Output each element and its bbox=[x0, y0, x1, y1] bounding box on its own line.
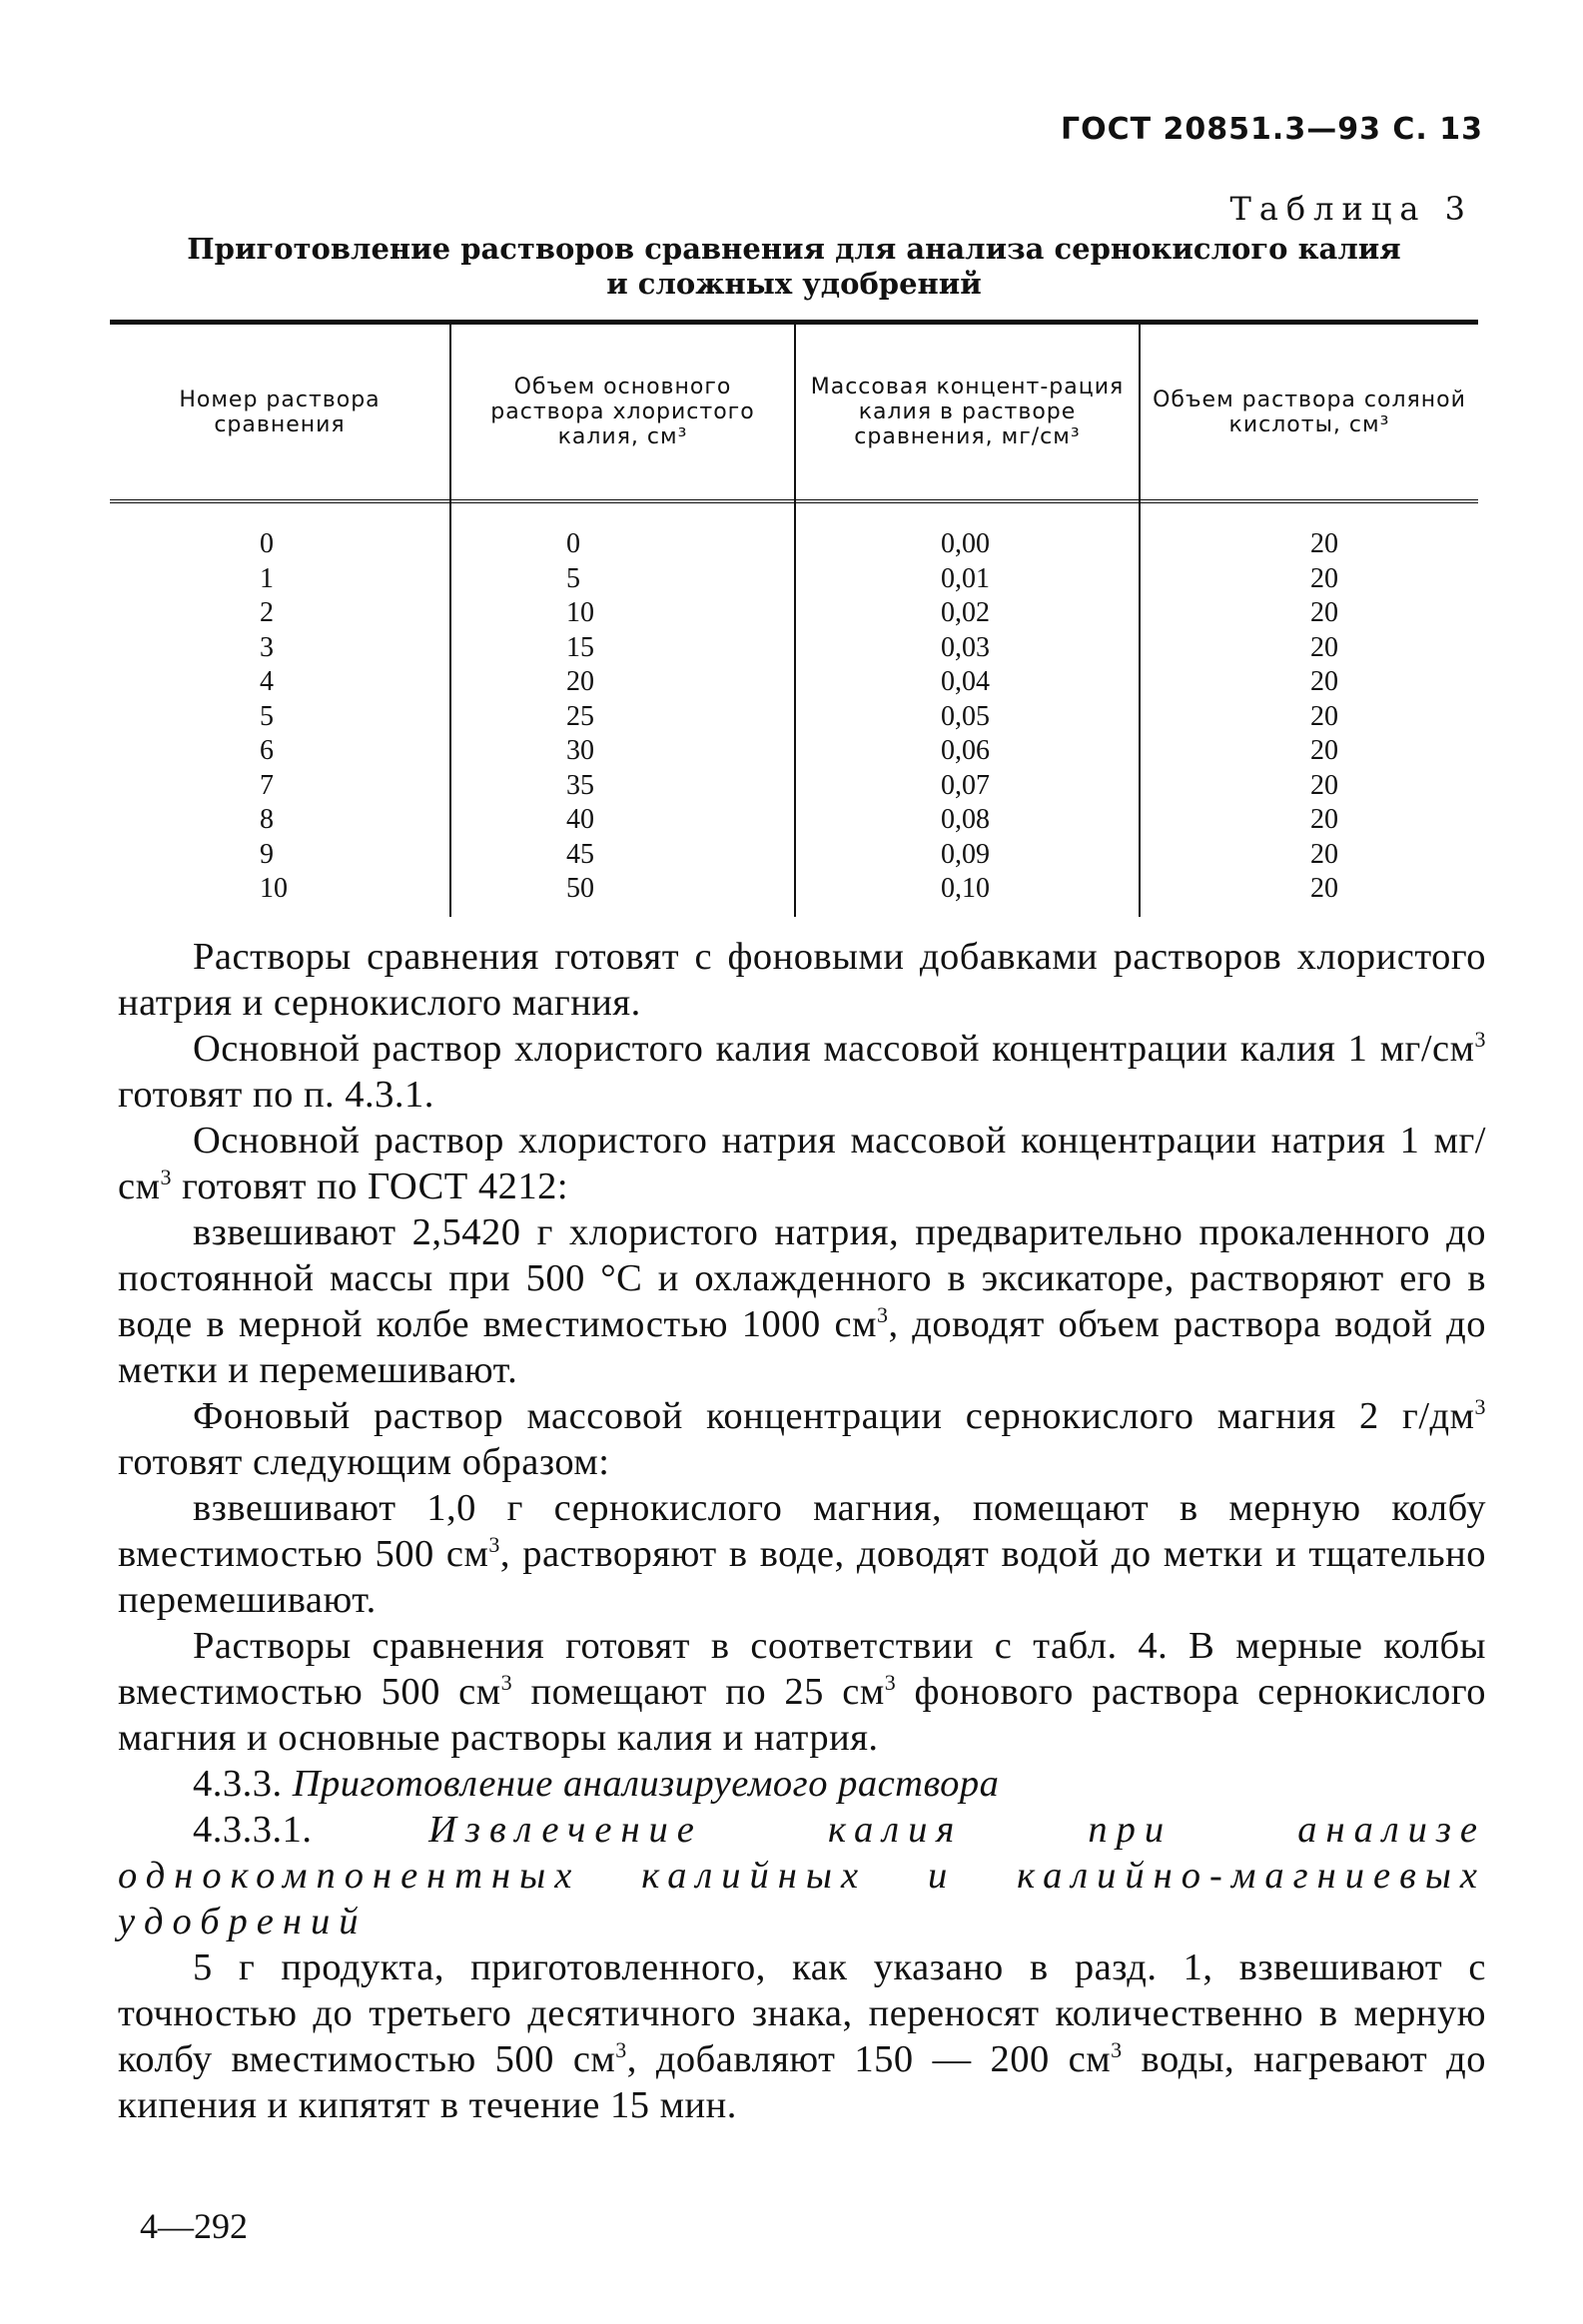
table-cell: 5 bbox=[260, 700, 274, 732]
body-text bbox=[118, 934, 1486, 2128]
paragraph-text: фонового раствора сернокислого магния и основные растворы калия и натрия. bbox=[118, 1671, 1486, 1759]
paragraph-text: воды, нагревают до кипения и кипятят в течение 15 мин. bbox=[118, 2038, 1487, 2126]
paragraph bbox=[118, 1209, 1486, 1393]
table-cell: 8 bbox=[260, 804, 274, 835]
table-cell: 50 bbox=[566, 873, 594, 904]
table-title-line-1: Приготовление растворов сравнения для анализа сернокислого калия bbox=[187, 232, 1401, 266]
section-number: 4.3.3.1. bbox=[193, 1809, 313, 1851]
section-number: 4.3.3. bbox=[193, 1763, 283, 1805]
paragraph-text: помещают по 25 см bbox=[512, 1671, 885, 1713]
table-cell: 20 bbox=[1310, 804, 1338, 835]
page-footer: 4—292 bbox=[140, 2206, 248, 2246]
paragraph-text: Фоновый раствор массовой концентрации сернокислого магния 2 г/дм bbox=[193, 1395, 1475, 1437]
paragraph bbox=[118, 1485, 1486, 1623]
paragraph bbox=[118, 1026, 1486, 1118]
table-cell: 1 bbox=[260, 562, 274, 594]
table-cell: 0,09 bbox=[941, 838, 990, 870]
paragraph bbox=[118, 1118, 1486, 1209]
table-cell: 6 bbox=[260, 735, 274, 766]
superscript: 3 bbox=[1474, 1027, 1486, 1053]
table-cell: 0,07 bbox=[941, 769, 990, 801]
paragraph-text: , добавляют 150 — 200 см bbox=[626, 2038, 1112, 2080]
paragraph-text: Растворы сравнения готовят в соответствии с табл. 4. В мерные колбы вместимостью 500 см bbox=[118, 1625, 1486, 1713]
paragraph-text: готовят по п. 4.3.1. bbox=[118, 1074, 434, 1116]
table-cell: 20 bbox=[1310, 562, 1338, 594]
section-title: Приготовление анализируемого раствора bbox=[292, 1763, 1000, 1805]
table-cell: 40 bbox=[566, 804, 594, 835]
table-cell: 4 bbox=[260, 666, 274, 697]
header-solution-number: Номер раствора сравнения bbox=[179, 387, 381, 437]
superscript: 3 bbox=[1474, 1394, 1486, 1420]
table-cell: 5 bbox=[566, 562, 580, 594]
paragraph-text: готовят следующим образом: bbox=[118, 1441, 610, 1483]
table-cell: 20 bbox=[1310, 700, 1338, 732]
subsection-title: Извлечение калия при анализе однокомпонентных калийных и калийно-магниевых удобрений bbox=[118, 1809, 1486, 1942]
paragraph-text: 5 г продукта, приготовленного, как указано в разд. 1, взвешивают с точностью до третьего десятичного знака, переносят количественно в мерную колбу вместимостью 500 см bbox=[118, 1946, 1486, 2080]
document-header: ГОСТ 20851.3—93 С. 13 bbox=[1061, 112, 1483, 147]
table-cell: 0,02 bbox=[941, 597, 990, 628]
section-heading bbox=[118, 1761, 1486, 1807]
column-hcl-volume bbox=[1139, 497, 1478, 917]
paragraph-text: , доводят объем раствора водой до метки и перемешивают. bbox=[118, 1303, 1486, 1391]
paragraph-text: взвешивают 1,0 г сернокислого магния, помещают в мерную колбу вместимостью 500 см bbox=[118, 1487, 1486, 1575]
superscript: 3 bbox=[160, 1164, 172, 1190]
table-cell: 15 bbox=[566, 631, 594, 663]
table-cell: 35 bbox=[566, 769, 594, 801]
table-cell: 20 bbox=[1310, 735, 1338, 766]
table-cell: 0,10 bbox=[941, 873, 990, 904]
header-kcl-volume: Объем основного раствора хлористого калия, см³ bbox=[449, 325, 794, 499]
paragraph-text: Основной раствор хлористого натрия массовой концентрации натрия 1 мг/см bbox=[118, 1120, 1486, 1207]
table-cell: 20 bbox=[1310, 873, 1338, 904]
column-kcl-volume bbox=[449, 497, 794, 917]
table-cell: 25 bbox=[566, 700, 594, 732]
paragraph bbox=[118, 1393, 1486, 1485]
superscript: 3 bbox=[500, 1670, 513, 1696]
paragraph bbox=[118, 1944, 1486, 2128]
paragraph bbox=[118, 1623, 1486, 1761]
table-cell: 0,01 bbox=[941, 562, 990, 594]
table-cell: 3 bbox=[260, 631, 274, 663]
table-cell: 0,04 bbox=[941, 666, 990, 697]
superscript: 3 bbox=[876, 1302, 889, 1328]
column-potassium-concentration bbox=[794, 497, 1139, 917]
table-header bbox=[110, 320, 1478, 503]
paragraph-text: , растворяют в воде, доводят водой до метки и тщательно перемешивают. bbox=[118, 1533, 1486, 1621]
table-cell: 7 bbox=[260, 769, 274, 801]
paragraph-text: Растворы сравнения готовят с фоновыми добавками растворов хлористого натрия и сернокислого магния. bbox=[118, 936, 1486, 1024]
table-body bbox=[110, 497, 1478, 917]
column-solution-number bbox=[110, 497, 449, 917]
paragraph-text: Основной раствор хлористого калия массовой концентрации калия 1 мг/см bbox=[193, 1028, 1475, 1070]
paragraph bbox=[118, 934, 1486, 1026]
table-cell: 0,06 bbox=[941, 735, 990, 766]
subsection-heading bbox=[118, 1807, 1486, 1944]
table-cell: 20 bbox=[566, 666, 594, 697]
superscript: 3 bbox=[1111, 2037, 1123, 2063]
table-cell: 0 bbox=[566, 528, 580, 559]
table-title bbox=[110, 232, 1478, 302]
superscript: 3 bbox=[488, 1532, 500, 1558]
table-cell: 45 bbox=[566, 838, 594, 870]
table-label: Таблица 3 bbox=[1229, 190, 1473, 228]
table-cell: 0 bbox=[260, 528, 274, 559]
table-cell: 0,03 bbox=[941, 631, 990, 663]
table-cell: 0,05 bbox=[941, 700, 990, 732]
superscript: 3 bbox=[884, 1670, 897, 1696]
table-cell: 20 bbox=[1310, 769, 1338, 801]
table-title-line-2: и сложных удобрений bbox=[606, 267, 982, 301]
superscript: 3 bbox=[615, 2037, 627, 2063]
table-cell: 20 bbox=[1310, 666, 1338, 697]
table-cell: 10 bbox=[260, 873, 288, 904]
table-cell: 2 bbox=[260, 597, 274, 628]
paragraph-text: готовят по ГОСТ 4212: bbox=[171, 1165, 569, 1207]
table-cell: 0,08 bbox=[941, 804, 990, 835]
table-cell: 30 bbox=[566, 735, 594, 766]
table-cell: 9 bbox=[260, 838, 274, 870]
table-cell: 20 bbox=[1310, 528, 1338, 559]
table-cell: 20 bbox=[1310, 631, 1338, 663]
table-cell: 0,00 bbox=[941, 528, 990, 559]
paragraph-text: взвешивают 2,5420 г хлористого натрия, предварительно прокаленного до постоянной массы при 500 °С и охлажденного в эксикаторе, растворяют его в воде в мерной колбе вместимостью 1000 см bbox=[118, 1211, 1486, 1345]
header-hcl-volume: Объем раствора соляной кислоты, см³ bbox=[1139, 325, 1478, 499]
table-cell: 10 bbox=[566, 597, 594, 628]
header-potassium-concentration: Массовая концент-рация калия в растворе сравнения, мг/см³ bbox=[794, 325, 1139, 499]
table-cell: 20 bbox=[1310, 597, 1338, 628]
table-cell: 20 bbox=[1310, 838, 1338, 870]
